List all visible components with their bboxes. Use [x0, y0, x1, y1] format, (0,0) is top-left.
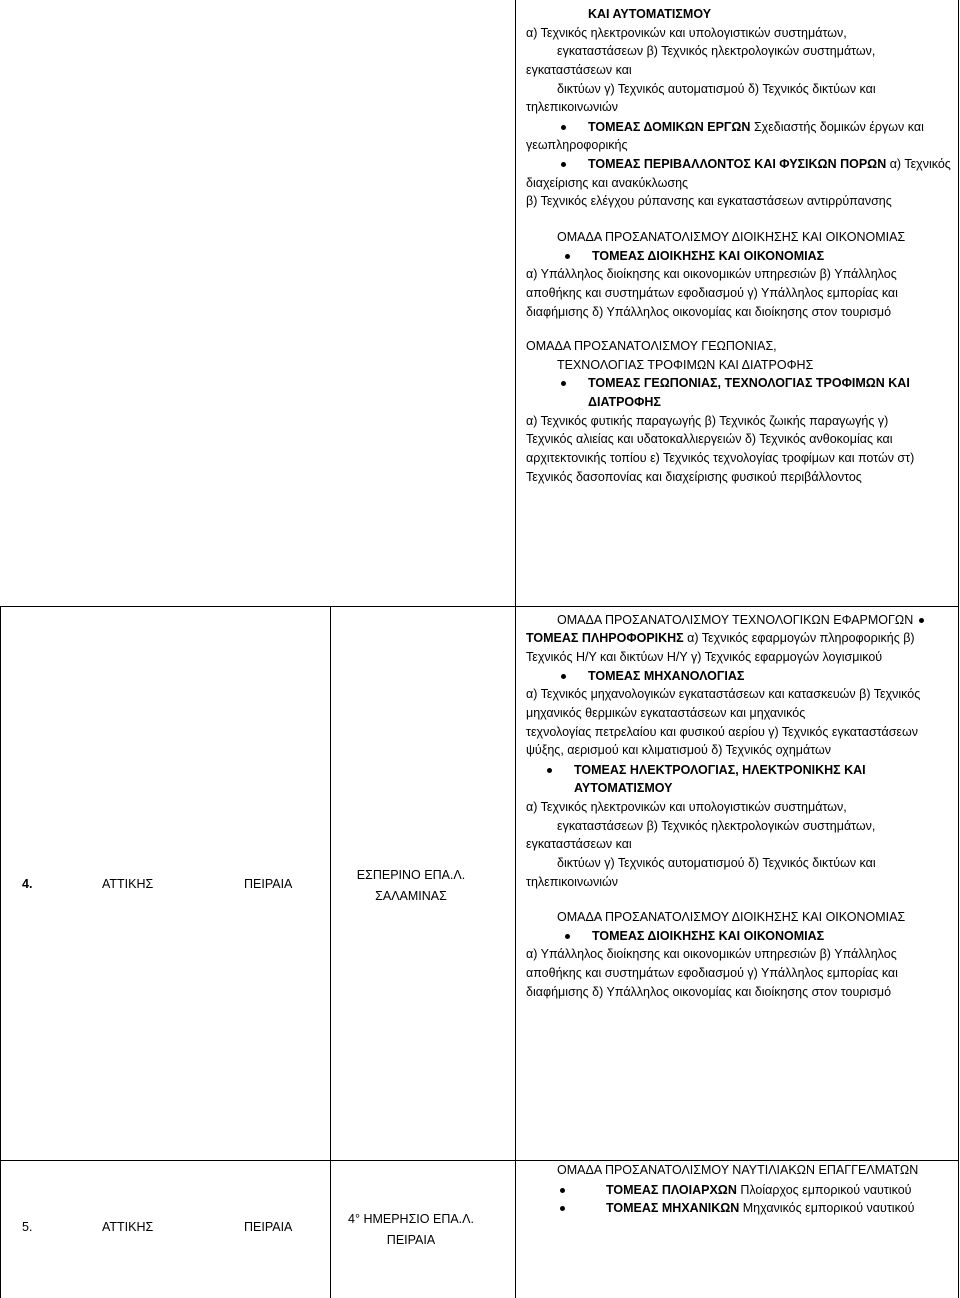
specialty-line — [526, 450, 914, 466]
group-heading — [557, 1162, 918, 1178]
region-cell: ΑΤΤΙΚΗΣ — [102, 877, 154, 891]
specialty-text: δικτύων γ) Τεχνικός αυτοματισμού δ) Τεχνικός δικτύων και — [557, 82, 876, 96]
group-title: ΟΜΑΔΑ ΠΡΟΣΑΝΑΤΟΛΙΣΜΟΥ ΝΑΥΤΙΛΙΑΚΩΝ ΕΠΑΓΓΕΛΜΑΤΩΝ — [557, 1163, 919, 1177]
area-cell: ΠΕΙΡΑΙΑ — [244, 1220, 293, 1234]
bullet-icon — [561, 381, 566, 386]
sector-line — [588, 6, 711, 22]
specialty-line — [526, 874, 618, 890]
bullet-icon — [561, 162, 566, 167]
specialty-line — [526, 99, 618, 115]
bullet-icon — [565, 934, 570, 939]
specialty-text: αποθήκης και συστημάτων εφοδιασμού γ) Υπάλληλος εμπορίας και — [526, 286, 898, 300]
bullet-icon — [547, 768, 552, 773]
group-title: ΟΜΑΔΑ ΠΡΟΣΑΝΑΤΟΛΙΣΜΟΥ ΔΙΟΙΚΗΣΗΣ ΚΑΙ ΟΙΚΟΝΟΜΙΑΣ — [557, 230, 906, 244]
sector-line — [606, 1200, 914, 1216]
specialty-line — [526, 285, 898, 301]
specialty-line — [526, 431, 893, 447]
group-title: ΤΕΧΝΟΛΟΓΙΑΣ ΤΡΟΦΙΜΩΝ ΚΑΙ ΔΙΑΤΡΟΦΗΣ — [557, 358, 814, 372]
group-heading — [557, 612, 924, 628]
specialty-text: α) Τεχνικός φυτικής παραγωγής β) Τεχνικός ζωικής παραγωγής γ) — [526, 414, 889, 428]
specialty-line — [557, 81, 876, 97]
sector-name: ΤΟΜΕΑΣ ΓΕΩΠΟΝΙΑΣ, ΤΕΧΝΟΛΟΓΙΑΣ ΤΡΟΦΙΜΩΝ ΚΑΙ — [588, 376, 910, 390]
group-title: ΟΜΑΔΑ ΠΡΟΣΑΝΑΤΟΛΙΣΜΟΥ ΔΙΟΙΚΗΣΗΣ ΚΑΙ ΟΙΚΟΝΟΜΙΑΣ — [557, 910, 906, 924]
specialty-line — [526, 649, 882, 665]
specialty-line — [526, 266, 897, 282]
bullet-icon — [560, 1206, 565, 1211]
specialty-line — [526, 836, 632, 852]
specialty-line — [526, 705, 805, 721]
specialty-text: α) Τεχνικός ηλεκτρονικών και υπολογιστικών συστημάτων, — [526, 26, 847, 40]
sector-name: ΑΥΤΟΜΑΤΙΣΜΟΥ — [574, 781, 673, 795]
row-number: 4. — [22, 877, 33, 891]
specialty-line — [526, 413, 888, 429]
school-location: ΠΕΙΡΑΙΑ — [386, 1233, 436, 1247]
area-cell: ΠΕΙΡΑΙΑ — [244, 877, 293, 891]
group-heading — [557, 229, 905, 245]
sector-name: ΤΟΜΕΑΣ ΠΛΟΙΑΡΧΩΝ — [606, 1183, 737, 1197]
specialty-text: α) Τεχνικός εφαρμογών πληροφορικής β) — [683, 631, 915, 645]
bullet-icon — [919, 618, 924, 623]
column-divider-school — [330, 606, 331, 1298]
specialty-text: μηχανικός θερμικών εγκαταστάσεων και μηχανικός — [526, 706, 806, 720]
group-heading — [557, 909, 905, 925]
sector-name: ΤΟΜΕΑΣ ΠΛΗΡΟΦΟΡΙΚΗΣ — [526, 631, 684, 645]
table-border-left — [0, 606, 1, 1298]
sector-line — [592, 248, 824, 264]
row-divider — [0, 606, 959, 607]
school-name: 4° ΗΜΕΡΗΣΙΟ ΕΠΑ.Λ. — [348, 1212, 474, 1226]
specialty-text: εγκαταστάσεων και — [526, 63, 632, 77]
sector-name: ΤΟΜΕΑΣ ΔΟΜΙΚΩΝ ΕΡΓΩΝ — [588, 120, 751, 134]
specialty-text: Τεχνικός δασοπονίας και διαχείρισης φυσικού περιβάλλοντος — [526, 470, 862, 484]
specialty-text: διαφήμισης δ) Υπάλληλος οικονομίας και διοίκησης στον τουρισμό — [526, 985, 892, 999]
specialty-text: διαχείρισης και ανακύκλωσης — [526, 176, 689, 190]
column-divider-specialties — [515, 0, 516, 1298]
sector-line — [526, 630, 915, 646]
specialty-line — [526, 25, 847, 41]
specialty-text: Σχεδιαστής δομικών έργων και — [750, 120, 924, 134]
specialty-line — [526, 742, 831, 758]
specialty-line — [526, 686, 920, 702]
sector-line — [588, 394, 661, 410]
specialty-text: α) Τεχνικός μηχανολογικών εγκαταστάσεων και κατασκευών β) Τεχνικός — [526, 687, 921, 701]
specialty-line — [557, 818, 875, 834]
specialty-text: τηλεπικοινωνιών — [526, 100, 618, 114]
specialty-text: α) Τεχνικός ηλεκτρονικών και υπολογιστικών συστημάτων, — [526, 800, 847, 814]
sector-line — [574, 762, 866, 778]
sector-name: ΤΟΜΕΑΣ ΔΙΟΙΚΗΣΗΣ ΚΑΙ ΟΙΚΟΝΟΜΙΑΣ — [592, 929, 825, 943]
sector-line — [588, 156, 951, 172]
school-name: ΕΣΠΕΡΙΝΟ ΕΠΑ.Λ. — [356, 868, 466, 882]
specialty-text: β) Τεχνικός ελέγχου ρύπανσης και εγκαταστάσεων αντιρρύπανσης — [526, 194, 892, 208]
group-title: ΟΜΑΔΑ ΠΡΟΣΑΝΑΤΟΛΙΣΜΟΥ ΓΕΩΠΟΝΙΑΣ, — [526, 339, 777, 353]
sector-line — [592, 928, 824, 944]
specialty-text: Τεχνικός αλιείας και υδατοκαλλιεργειών δ) Τεχνικός ανθοκομίας και — [526, 432, 893, 446]
bullet-icon — [561, 674, 566, 679]
sector-line — [588, 119, 924, 135]
specialty-text: δικτύων γ) Τεχνικός αυτοματισμού δ) Τεχνικός δικτύων και — [557, 856, 876, 870]
specialty-line — [526, 946, 897, 962]
specialty-line — [526, 304, 891, 320]
sector-name: ΚΑΙ ΑΥΤΟΜΑΤΙΣΜΟΥ — [588, 7, 712, 21]
bullet-icon — [561, 125, 566, 130]
specialty-text: εγκαταστάσεων β) Τεχνικός ηλεκτρολογικών συστημάτων, — [557, 44, 876, 58]
specialty-text: αποθήκης και συστημάτων εφοδιασμού γ) Υπάλληλος εμπορίας και — [526, 966, 898, 980]
specialty-line — [526, 175, 688, 191]
specialty-line — [557, 855, 876, 871]
specialty-text: Τεχνικός Η/Υ και δικτύων Η/Υ γ) Τεχνικός εφαρμογών λογισμικού — [526, 650, 883, 664]
row-number: 5. — [22, 1220, 33, 1234]
specialty-line — [526, 193, 892, 209]
specialty-text: Μηχανικός εμπορικού ναυτικού — [739, 1201, 915, 1215]
specialty-line — [526, 984, 891, 1000]
specialty-text: α) Τεχνικός — [886, 157, 951, 171]
specialty-line — [557, 43, 875, 59]
sector-name: ΤΟΜΕΑΣ ΔΙΟΙΚΗΣΗΣ ΚΑΙ ΟΙΚΟΝΟΜΙΑΣ — [592, 249, 825, 263]
specialty-text: α) Υπάλληλος διοίκησης και οικονομικών υπηρεσιών β) Υπάλληλος — [526, 947, 897, 961]
bullet-icon — [565, 254, 570, 259]
row-divider — [0, 1160, 959, 1161]
specialty-line — [526, 965, 898, 981]
specialty-line — [526, 62, 632, 78]
sector-line — [588, 375, 910, 391]
bullet-icon — [560, 1188, 565, 1193]
specialty-line — [526, 724, 918, 740]
sector-name: ΤΟΜΕΑΣ ΠΕΡΙΒΑΛΛΟΝΤΟΣ ΚΑΙ ΦΥΣΙΚΩΝ ΠΟΡΩΝ — [588, 157, 887, 171]
sector-name: ΔΙΑΤΡΟΦΗΣ — [588, 395, 661, 409]
table-border-right — [958, 0, 959, 1298]
sector-line — [606, 1182, 912, 1198]
specialty-text: εγκαταστάσεων και — [526, 837, 632, 851]
specialty-text: αρχιτεκτονικής τοπίου ε) Τεχνικός τεχνολογίας τροφίμων και ποτών στ) — [526, 451, 915, 465]
specialty-line — [526, 137, 627, 153]
group-heading — [557, 357, 813, 373]
specialty-line — [526, 469, 862, 485]
specialty-line — [526, 799, 847, 815]
sector-line — [574, 780, 673, 796]
specialty-text: γεωπληροφορικής — [526, 138, 628, 152]
specialty-text: Πλοίαρχος εμπορικού ναυτικού — [736, 1183, 912, 1197]
group-title: ΟΜΑΔΑ ΠΡΟΣΑΝΑΤΟΛΙΣΜΟΥ ΤΕΧΝΟΛΟΓΙΚΩΝ ΕΦΑΡΜΟΓΩΝ — [557, 613, 914, 627]
specialty-text: εγκαταστάσεων β) Τεχνικός ηλεκτρολογικών συστημάτων, — [557, 819, 876, 833]
specialty-text: τεχνολογίας πετρελαίου και φυσικού αερίου γ) Τεχνικός εγκαταστάσεων — [526, 725, 919, 739]
sector-line — [588, 668, 744, 684]
school-location: ΣΑΛΑΜΙΝΑΣ — [375, 889, 447, 903]
specialty-text: ψύξης, αερισμού και κλιματισμού δ) Τεχνικός οχημάτων — [526, 743, 831, 757]
specialty-text: τηλεπικοινωνιών — [526, 875, 618, 889]
sector-name: ΤΟΜΕΑΣ ΗΛΕΚΤΡΟΛΟΓΙΑΣ, ΗΛΕΚΤΡΟΝΙΚΗΣ ΚΑΙ — [574, 763, 866, 777]
sector-name: ΤΟΜΕΑΣ ΜΗΧΑΝΟΛΟΓΙΑΣ — [588, 669, 745, 683]
specialty-text: α) Υπάλληλος διοίκησης και οικονομικών υπηρεσιών β) Υπάλληλος — [526, 267, 897, 281]
specialty-text: διαφήμισης δ) Υπάλληλος οικονομίας και διοίκησης στον τουρισμό — [526, 305, 892, 319]
region-cell: ΑΤΤΙΚΗΣ — [102, 1220, 154, 1234]
sector-name: ΤΟΜΕΑΣ ΜΗΧΑΝΙΚΩΝ — [606, 1201, 740, 1215]
group-heading — [526, 338, 777, 354]
